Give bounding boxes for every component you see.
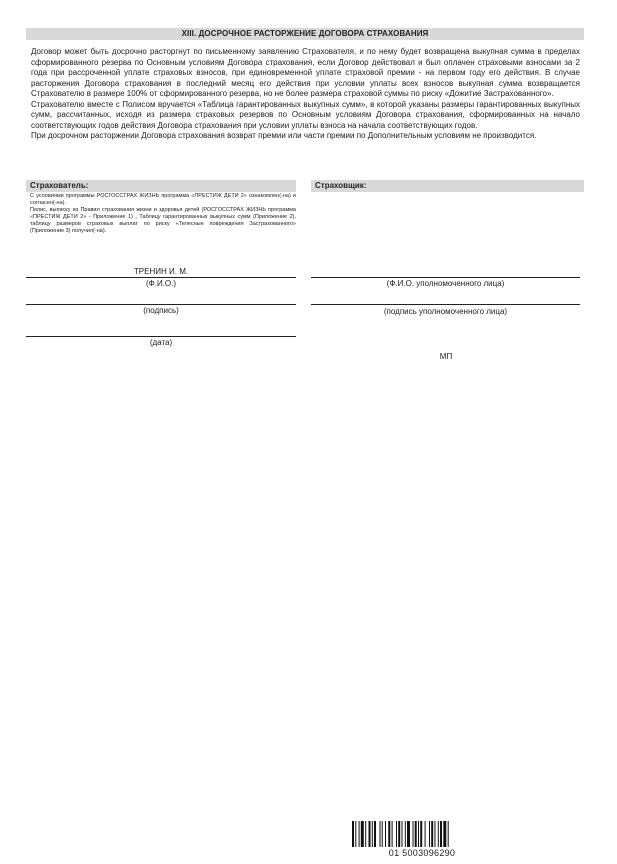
- paragraph-surrender-table: Страхователю вместе с Полисом вручается «Таблица гарантированных выкупных сумм», в которой указаны размеры гарантированных выкупных сумм, рассчитанных, исходя из размера страховых резервов по Основным условиям Договора страхования, сформированных на начало соответствующих годов действия Договора страхования при условии уплаты взноса на начала соответствующих годов.: [31, 99, 580, 130]
- insured-name-value: ТРЕНИН И. М.: [133, 267, 189, 276]
- barcode-bar: [374, 821, 376, 847]
- barcode-bar: [402, 821, 403, 847]
- barcode-bar: [443, 821, 446, 847]
- insurer-heading: Страховщик:: [315, 181, 367, 190]
- barcode-bar: [352, 821, 354, 847]
- barcode-bar: [382, 821, 383, 847]
- barcode-bar: [355, 821, 356, 847]
- barcode: [352, 821, 492, 847]
- paragraph-early-termination: Договор может быть досрочно расторгнут по письменному заявлению Страхователя, и по нему будет возвращена выкупная сумма в пределах сформированного резерва по Основным условиям Договора страхования, если Договор действовал и был оплачен страховыми взносами за 2 года при рассроченной уплате страховых взносов, при единовременной уплате страховой премии - на первом году его действия. В случае расторжения Договора страхования в последний месяц его действия при условии уплаты всех взносов выкупная сумма возвращается Страхователю в размере 100% от сформированного резерва, но не более размера страховой суммы по риску «Дожитие Застрахованного».: [31, 47, 580, 98]
- insurer-name-line: [311, 277, 580, 278]
- acknowledgement-conditions: С условиями программы РОСГОССТРАХ ЖИЗНЬ программа «ПРЕСТИЖ ДЕТИ 2» ознакомлен(-на) и согласен(-на).: [30, 193, 296, 206]
- barcode-bar: [361, 821, 364, 847]
- insured-date-line: [26, 336, 296, 337]
- barcode-bar: [431, 821, 433, 847]
- barcode-bar: [425, 821, 426, 847]
- barcode-bar: [435, 821, 436, 847]
- insured-name-caption: (Ф.И.О.): [145, 279, 177, 288]
- barcode-bar: [380, 821, 381, 847]
- insured-name-line: [26, 277, 296, 278]
- barcode-bar: [429, 821, 430, 847]
- barcode-bar: [392, 821, 393, 847]
- barcode-bar: [438, 821, 439, 847]
- barcode-bar: [388, 821, 390, 847]
- insured-date-caption: (дата): [149, 338, 173, 347]
- barcode-bar: [398, 821, 400, 847]
- acknowledgement-documents: Полис, выписку из Правил страхования жизни и здоровья детей (РОСГОССТРАХ ЖИЗНЬ программа «ПРЕСТИЖ ДЕТИ 2» - Приложение 1) , Таблицу гарантированных выкупных сумм (Приложение 2), таблицу размеров страховых выплат по риску «Телесные повреждения Застрахованного» (Приложение 3) получил(-на).: [30, 207, 296, 234]
- barcode-bar: [385, 821, 386, 847]
- barcode-bar: [359, 821, 360, 847]
- insured-header: [26, 180, 296, 192]
- barcode-bar: [365, 821, 366, 847]
- insured-signature-line: [26, 304, 296, 305]
- section-body: [31, 47, 580, 142]
- insured-signature-caption: (подпись): [143, 306, 179, 315]
- barcode-bar: [369, 821, 371, 847]
- barcode-bar: [407, 821, 410, 847]
- insurer-header: [311, 180, 584, 192]
- barcode-bar: [420, 821, 422, 847]
- insurer-name-caption: (Ф.И.О. уполномоченного лица): [386, 279, 505, 288]
- barcode-bar: [413, 821, 414, 847]
- barcode-bar: [372, 821, 373, 847]
- insured-heading: Страхователь:: [30, 181, 89, 190]
- insured-acknowledgement: [30, 193, 296, 235]
- insurer-signature-line: [311, 304, 580, 305]
- insurer-signature-caption: (подпись уполномоченного лица): [383, 307, 508, 316]
- barcode-bar: [448, 821, 449, 847]
- barcode-bar: [440, 821, 442, 847]
- barcode-bar: [396, 821, 397, 847]
- paragraph-no-refund: При досрочном расторжении Договора страхования возврат премии или части премии по Дополнительным условиям не производится.: [31, 131, 537, 140]
- barcode-number: 01 5003096290: [388, 848, 456, 858]
- barcode-bar: [405, 821, 406, 847]
- section-title: XIII. ДОСРОЧНОЕ РАСТОРЖЕНИЕ ДОГОВОРА СТРАХОВАНИЯ: [26, 28, 584, 40]
- barcode-bar: [418, 821, 419, 847]
- barcode-bar: [415, 821, 417, 847]
- stamp-placeholder: МП: [439, 352, 453, 361]
